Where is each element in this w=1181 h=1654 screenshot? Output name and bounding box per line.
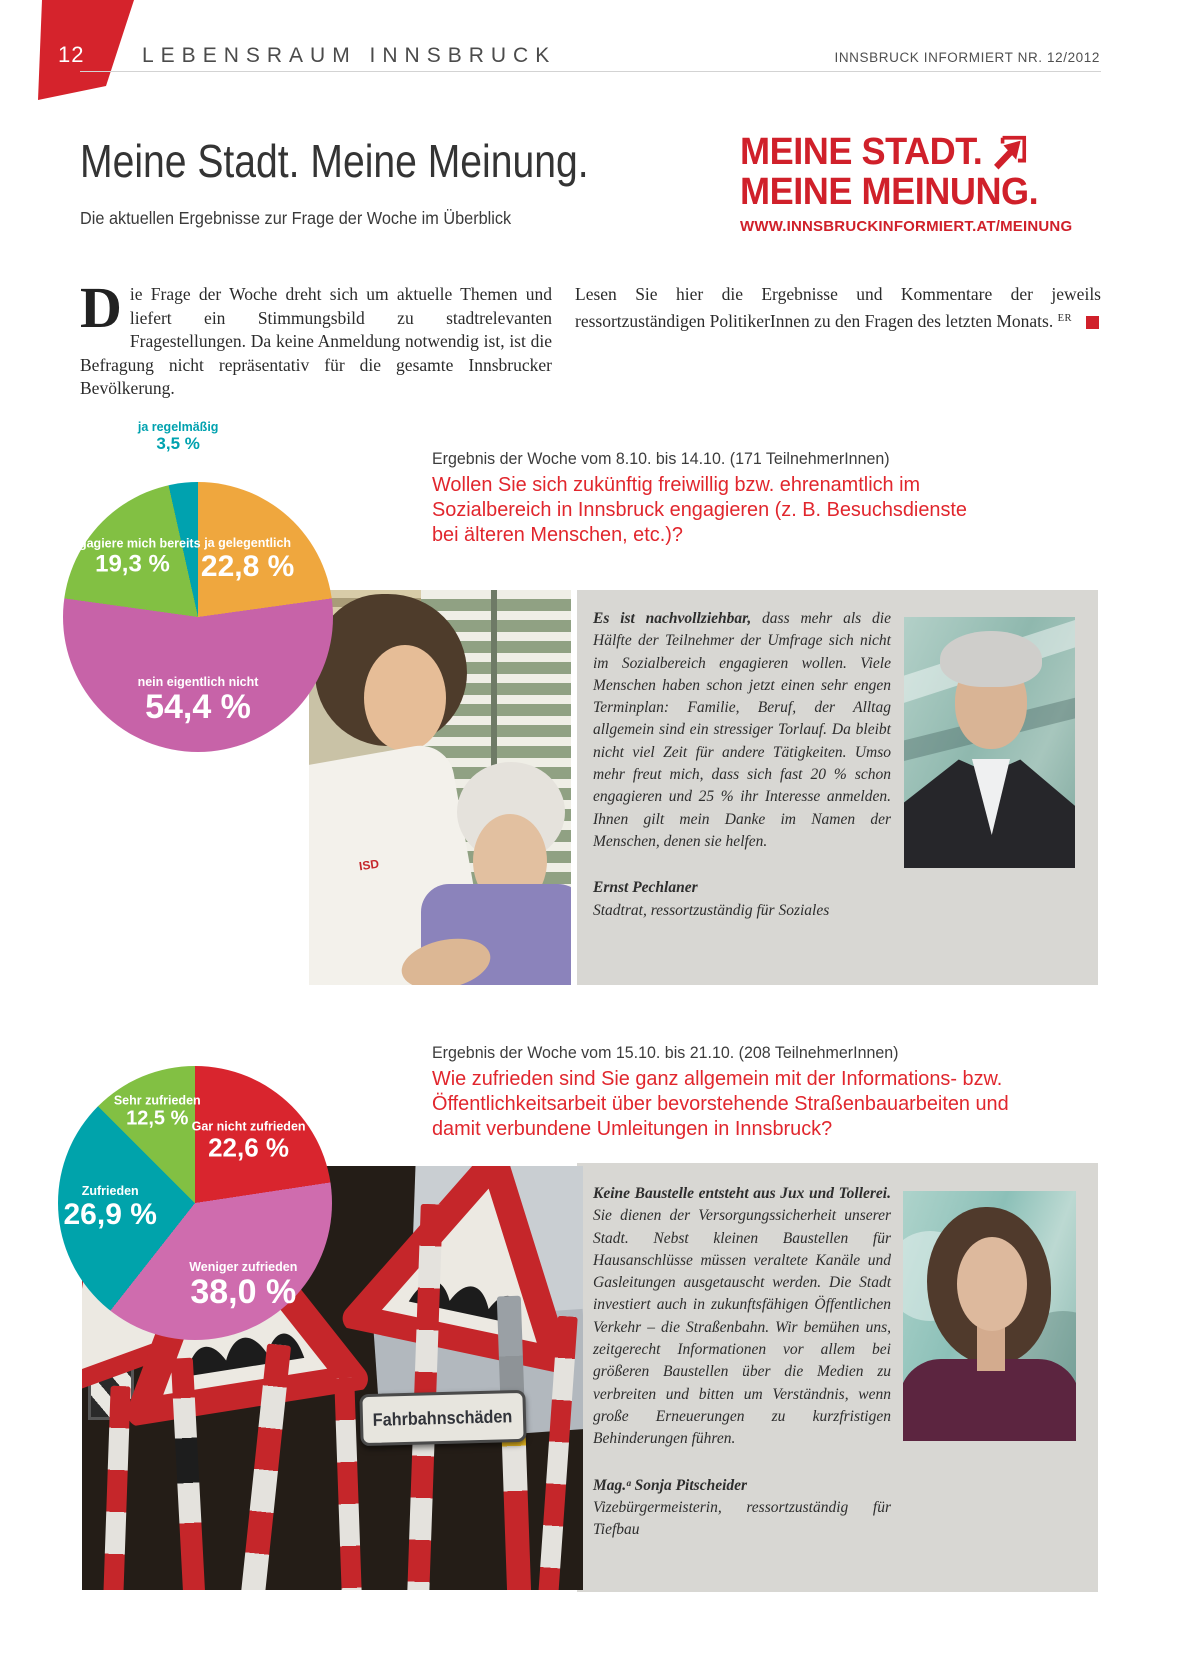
pie-chart-engagement: [63, 420, 333, 752]
survey1-result-label: Ergebnis der Woche vom 8.10. bis 14.10. (171 TeilnehmerInnen): [432, 450, 890, 468]
fahrbahnschaeden-sign: [359, 1390, 526, 1446]
fahrbahnschaeden-sign-text: Fahrbahnschäden: [372, 1405, 513, 1430]
signature-2: [593, 1475, 891, 1542]
comment1-lead: Es ist nachvollziehbar,: [593, 610, 752, 627]
pie-slice-label: Weniger zufrieden 38,0 %: [189, 1259, 298, 1312]
signature-1: [593, 877, 891, 922]
header-rule: [80, 71, 1101, 72]
arrow-up-right-icon: [992, 133, 1028, 171]
intro-text-right: Lesen Sie hier die Ergebnisse und Kommentare der jeweils ressortzuständigen PolitikerInnen zu den Fragen des letzten Monats.: [575, 284, 1101, 331]
portrait-sonja-pitscheider: [903, 1191, 1076, 1441]
isd-badge: ISD: [358, 856, 380, 874]
portrait1-gray-hair: [940, 631, 1042, 687]
author-initials: ER: [1057, 312, 1073, 324]
pie-slice-label: ja regelmäßig 3,5 %: [137, 420, 219, 454]
page-title: Meine Stadt. Meine Meinung.: [80, 135, 589, 187]
end-of-article-marker: [1086, 316, 1099, 329]
logo-line2: MEINE MEINUNG.: [740, 171, 1039, 213]
comment2-body: Sie dienen der Versorgungssicherheit unserer Stadt. Nebst kleinen Baustellen für Hausanschlüsse müssen veraltete Kanäle und Gasleitungen ausgetauscht werden. Die Stadt investiert auch in zukunftsfähigen Öffentlichen Verkehr – die Straßenbahn. Wir bemühen uns, zeitgerecht Informationen vor allem bei größeren Baustellen über die Medien zu verbreiten und bitten um Verständnis, wenn große Erneuerungen zu kurzfristigen Behinderungen führen.: [593, 1207, 891, 1448]
comment2-lead: Keine Baustelle entsteht aus Jux und Tollerei.: [593, 1185, 891, 1202]
comment-text-2: [593, 1183, 891, 1541]
meine-stadt-logo: [740, 132, 1110, 235]
intro-paragraph-right: [575, 283, 1101, 333]
pie-slice-label: Gar nicht zufrieden 22,6 %: [191, 1118, 306, 1163]
survey1-question: Wollen Sie sich zukünftig freiwillig bzw. ehrenamtlich im Sozialbereich in Innsbruck engagieren (z. B. Besuchsdienste bei älteren Menschen, etc.)?: [432, 473, 968, 546]
pie-chart-zufriedenheit: [58, 1066, 332, 1340]
author-name-1: Ernst Pechlaner: [593, 879, 698, 897]
intro-text-left: ie Frage der Woche dreht sich um aktuelle Themen und liefert ein Stimmungsbild zu stadtrelevanten Fragestellungen. Da keine Anmeldung notwendig ist, ist die Befragung nicht repräsentativ für die gesamte Innsbrucker Bevölkerung.: [80, 284, 552, 398]
pie-slice-label: Sehr zufrieden 12,5 %: [113, 1093, 201, 1130]
pie-slice-label: Zufrieden 26,9 %: [63, 1184, 157, 1232]
comment-text-1: [593, 608, 891, 922]
pie-slice-label: engagiere mich bereits 19,3 %: [64, 535, 201, 578]
survey2-result-label: Ergebnis der Woche vom 15.10. bis 21.10. (208 TeilnehmerInnen): [432, 1044, 899, 1062]
author-name-2: Mag.ᵃ Sonja Pitscheider: [593, 1476, 748, 1494]
survey1-question-block: [432, 450, 1004, 547]
striped-pole: [334, 1378, 362, 1590]
portrait2-top: [903, 1359, 1076, 1441]
survey2-question-block: [432, 1044, 1068, 1141]
author-role-2: Vizebürgermeisterin, ressortzuständig für Tiefbau: [593, 1498, 891, 1539]
survey2-question: Wie zufrieden sind Sie ganz allgemein mit der Informations- bzw. Öffentlichkeitsarbeit über bevorstehende Straßenbauarbeiten und damit verbundene Umleitungen in Innsbruck?: [432, 1067, 1009, 1140]
logo-line1: MEINE STADT.: [740, 131, 983, 173]
dropcap: D: [80, 275, 122, 340]
pie-slice-label: nein eigentlich nicht 54,4 %: [137, 674, 259, 726]
portrait-ernst-pechlaner: [904, 617, 1075, 868]
issue-label: INNSBRUCK INFORMIERT NR. 12/2012: [834, 50, 1100, 65]
intro-paragraph-left: [80, 275, 552, 401]
page-subtitle: Die aktuellen Ergebnisse zur Frage der Woche im Überblick: [80, 208, 512, 228]
portrait2-face: [957, 1237, 1027, 1331]
pie-slice-label: ja gelegentlich 22,8 %: [200, 536, 295, 584]
section-title: LEBENSRAUM INNSBRUCK: [142, 44, 557, 67]
page-number: 12: [58, 42, 85, 67]
caregiver-face: [364, 645, 446, 751]
author-role-1: Stadtrat, ressortzuständig für Soziales: [593, 901, 830, 919]
comment1-body: dass mehr als die Hälfte der Teilnehmer der Umfrage sich nicht im Sozialbereich engagieren wollen. Viele Menschen haben schon jetzt einen sehr engen Terminplan: Familie, Beruf, der Alltag allgemein sind ein stressiger Torlauf. Da bleibt nicht viel Zeit für andere Tätigkeiten. Umso mehr freut mich, dass sich fast 20 % schon engagieren und 25 % ihr Interesse anmelden. Ihnen gilt mein Danke im Namen der Menschen, denen sie helfen.: [593, 610, 891, 850]
logo-url: WWW.INNSBRUCKINFORMIERT.AT/MEINUNG: [740, 218, 1073, 235]
photo-caregiver-elderly: [309, 590, 571, 985]
